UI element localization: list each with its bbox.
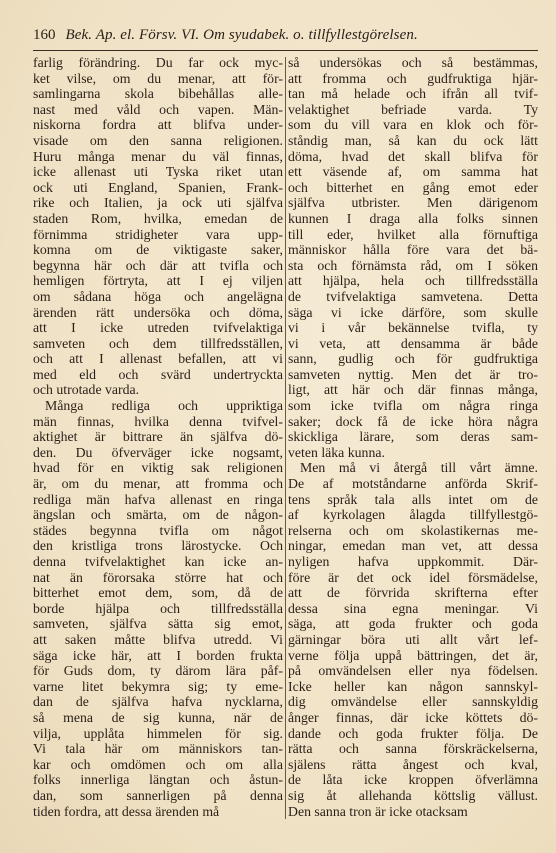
text-line: ligt, att här och där finnas många, — [288, 382, 538, 398]
text-line: att saken måtte blifva utredd. Vi — [33, 631, 283, 647]
text-line: människor hålla före vara det bä- — [288, 242, 538, 258]
text-line: kunnen I draga alla folks sinnen — [288, 210, 538, 226]
text-line: folks innerliga längtan och åstun- — [33, 772, 283, 788]
text-line: Många redliga och uppriktiga — [45, 398, 283, 414]
text-line: som du vill vara en klok och för- — [288, 117, 538, 133]
text-line: samlingarna skola bibehållas alle- — [33, 86, 283, 102]
text-line: rike och Italien, ja ock uti själfva — [33, 195, 283, 211]
text-line: för Guds dom, ty därom lära påf- — [33, 663, 283, 679]
text-line: att de förvrida skrifterna efter — [288, 585, 538, 601]
text-line: Icke heller kan någon sannskyl- — [288, 678, 538, 694]
text-line: så undersökas och så bestämmas, — [288, 55, 538, 70]
text-line: och utrotade varda. — [33, 382, 140, 398]
text-line: rätta och sanna förskräckelserna, — [288, 741, 538, 757]
text-line: Vi tala här om människors tan- — [33, 741, 283, 757]
page-number: 160 — [33, 27, 56, 43]
text-line: relserna och om skolastikernas me- — [288, 522, 538, 538]
running-head: Bek. Ap. el. Försv. VI. Om syudabek. o. tillfyllestgörelsen. — [65, 27, 418, 43]
text-line: Huru många menar du väl finnas, — [33, 148, 283, 164]
text-line: samveten och dem tillfredsställen, — [33, 335, 283, 351]
left-column — [33, 55, 283, 825]
text-line: icke allenast uti Tyska riket utan — [33, 164, 283, 180]
text-line: af kyrkolagen ålagda tillfyllestgö- — [288, 507, 538, 523]
text-line: före är det ock idel försmädelse, — [288, 569, 538, 585]
header-rule — [33, 50, 538, 51]
right-column — [288, 55, 538, 825]
text-line: staden Rom, hvilka, emedan de — [33, 210, 283, 226]
text-line: nat än förorsaka större hat och — [33, 569, 283, 585]
text-line: bitterhet emot dem, som, då de — [33, 585, 283, 601]
text-line: komna om de viktigaste saker, — [33, 242, 283, 258]
text-line: ningar, emedan man vet, att dessa — [288, 538, 538, 554]
text-line: de låta icke kroppen öfverlämna — [288, 772, 538, 788]
text-line: förnimma stridigheter vara upp- — [33, 226, 283, 242]
text-line: kar och omdömen och om alla — [33, 756, 283, 772]
text-line: städes begynna tvifla om något — [33, 522, 283, 538]
text-line: redliga män hafva allenast en ringa — [33, 491, 283, 507]
text-line: att I icke utreden tvifvelaktiga — [33, 320, 283, 336]
text-line: samveten, själfva sätta sig emot, — [33, 616, 283, 632]
text-line: farlig förändring. Du far ock myc- — [33, 55, 283, 70]
text-line: att hjälpa, hela och tillfredsställa — [288, 273, 538, 289]
text-line: säga icke här, att I borden frukta — [33, 647, 283, 663]
text-line: denna tvifvelaktighet kan icke an- — [33, 554, 283, 569]
text-line: dan de själfva hafva nycklarna, — [33, 694, 283, 710]
text-line: vilja, upplåta himmelen för sig. — [33, 725, 283, 741]
text-line: hemligen förtryta, att I ej viljen — [33, 273, 283, 289]
text-line: dande och goda frukter följa. De — [288, 725, 538, 741]
text-line: som icke tvifla om några ringa — [288, 398, 538, 414]
text-line: samveten nyttig. Men det är tro- — [288, 366, 538, 382]
text-line: så mena de sig kunna, när de — [33, 709, 283, 725]
text-line: ock uti England, Spanien, Frank- — [33, 179, 283, 195]
text-line: aktighet är bittrare än själfva dö- — [33, 429, 283, 445]
text-line: nast med våld och vapen. Män- — [33, 101, 283, 117]
text-line: dessa sina egna meningar. Vi — [288, 600, 538, 616]
text-line: den kristliga trons lärostycke. Och — [33, 538, 283, 554]
text-line: ett väsende af, om samma hat — [288, 164, 538, 180]
text-line: ängslan och smärta, om de någon- — [33, 507, 283, 523]
text-line: tiden fordra, att dessa ärenden må — [33, 803, 220, 819]
text-line: veten läka kunna. — [288, 444, 385, 460]
text-columns — [33, 55, 538, 825]
column-divider — [285, 57, 286, 819]
text-line: säga, att goda frukter och goda — [288, 616, 538, 632]
text-line: själfva utbrister. Men därigenom — [288, 195, 538, 211]
text-line: sig åt allehanda köttslig vällust. — [288, 787, 538, 803]
text-line: och att I allenast befallen, att vi — [33, 351, 283, 367]
text-line: själens rätta ångest och kval, — [288, 756, 538, 772]
text-line: vi i vår bekännelse tvifla, ty — [288, 320, 538, 336]
text-line: dig omvändelse eller sannskyldig — [288, 694, 538, 710]
text-line: begynna här och där att tvifla och — [33, 257, 283, 273]
text-line: män finnas, hvilka denna tvifvel- — [33, 413, 283, 429]
text-line: De af motståndarne anförda Skrif- — [288, 476, 538, 492]
text-line: de tvifvelaktiga samvetena. Detta — [288, 288, 538, 304]
text-line: nyligen hafva uppkommit. Där- — [288, 554, 538, 569]
text-line: verne följa uppå bättringen, det är, — [288, 647, 538, 663]
text-line: niskorna fordra att blifva under- — [33, 117, 283, 133]
text-line: tan må helade och ifrån all tvif- — [288, 86, 538, 102]
text-line: velaktighet befriade varda. Ty — [288, 101, 538, 117]
text-line: ket vilse, om du menar, att för- — [33, 70, 283, 86]
text-line: med eld och svärd undertryckta — [33, 366, 283, 382]
text-line: dan, som sannerligen på denna — [33, 787, 283, 803]
text-line: är, om du menar, att fromma och — [33, 476, 283, 492]
text-line: visade om den sanna religionen. — [33, 132, 283, 148]
text-line: hvad för en viktig sak religionen — [33, 460, 283, 476]
text-line: sta och förnämsta råd, om I söken — [288, 257, 538, 273]
text-line: vi veta, att densamma är både — [288, 335, 538, 351]
text-line: gärningar böra uti allt vårt lef- — [288, 631, 538, 647]
text-line: ånger finnas, där icke köttets dö- — [288, 709, 538, 725]
text-line: borde hjälpa och tillfredsställa — [33, 600, 283, 616]
text-line: sann, gudlig och för gudfruktiga — [288, 351, 538, 367]
text-line: om sådana höga och angelägna — [33, 288, 283, 304]
text-line: att fromma och gudfruktiga hjär- — [288, 70, 538, 86]
text-line: och bitterhet en gång emot eder — [288, 179, 538, 195]
text-line: Den sanna tron är icke otacksam — [288, 803, 468, 819]
text-line: Men må vi återgå till vårt ämne. — [300, 460, 538, 476]
text-line: skickliga lärare, som deras sam- — [288, 429, 538, 445]
page-header — [33, 26, 538, 44]
text-line: den. Du öfverväger icke nogsamt, — [33, 444, 283, 460]
text-line: varne litet bekymra sig; ty eme- — [33, 678, 283, 694]
text-line: ståndig man, så kan du ock lätt — [288, 132, 538, 148]
text-line: till eder, hvilket alla förnuftiga — [288, 226, 538, 242]
text-line: tens språk tala alls intet om de — [288, 491, 538, 507]
text-line: på omvändelsen eller nya födelsen. — [288, 663, 538, 679]
text-line: döma, hvad det skall blifva för — [288, 148, 538, 164]
text-line: saker; dock få de icke höra några — [288, 413, 538, 429]
text-line: säga vi icke därföre, som skulle — [288, 304, 538, 320]
text-line: ärenden rätt undersöka och döma, — [33, 304, 283, 320]
